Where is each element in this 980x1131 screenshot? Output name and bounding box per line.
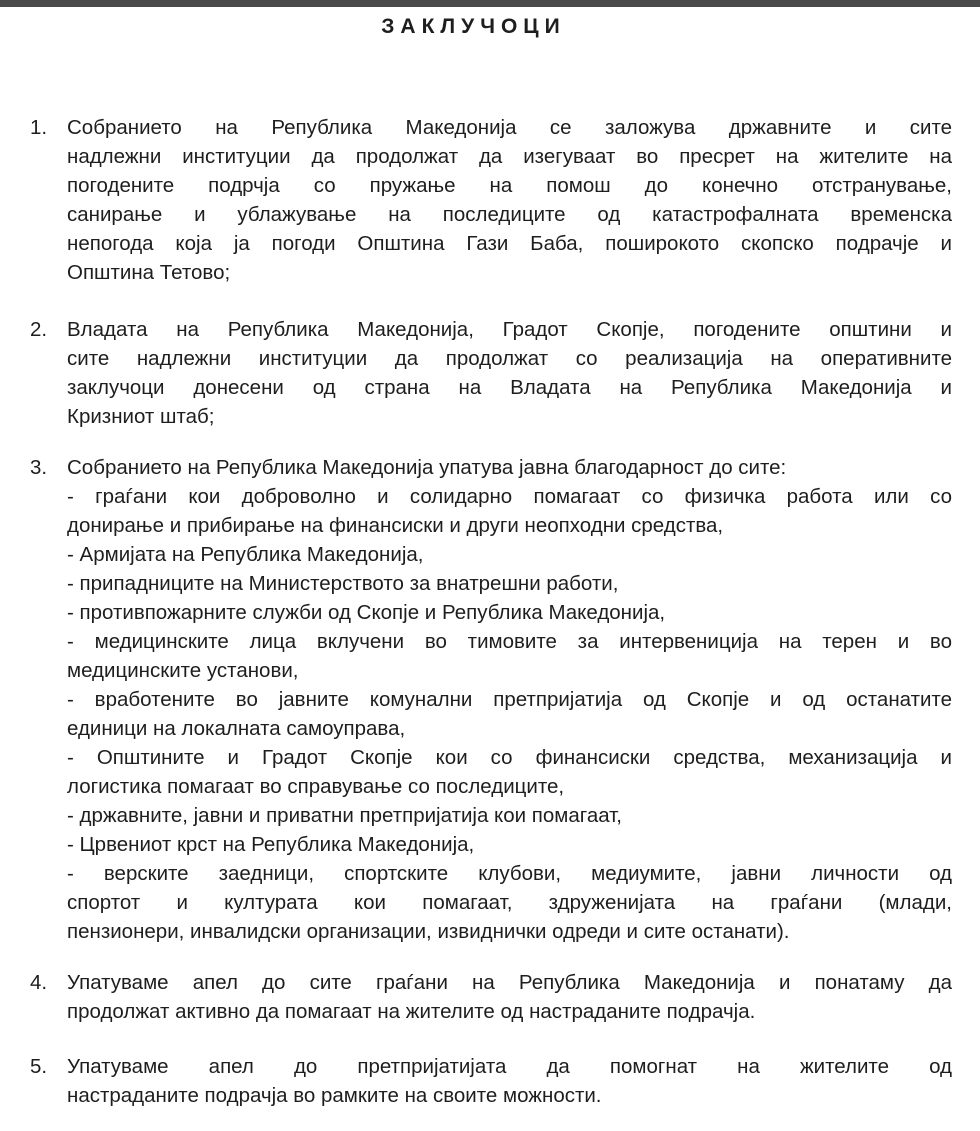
text-line: - државните, јавни и приватни претпријатија кои помагаат, [67, 804, 622, 827]
item-number: 4. [30, 971, 48, 994]
text-line: настраданите подрачја во рамките на своите можности. [67, 1084, 602, 1107]
text-line: надлежни институции да продолжат да изегуваат во пресрет на жителите на [67, 145, 952, 168]
item-text [67, 315, 952, 431]
text-line: - Армијата на Република Македонија, [67, 543, 424, 566]
text-line: - граѓани кои доброволно и солидарно помагаат со физичка работа или со [67, 485, 952, 508]
item-number: 3. [30, 456, 48, 479]
text-line: Упатуваме апел до сите граѓани на Република Македонија и понатаму да [67, 971, 952, 994]
text-line: спортот и културата кои помагаат, здруженијата на граѓани (млади, [67, 891, 952, 914]
item-number: 1. [30, 116, 48, 139]
text-line: - вработените во јавните комунални претпријатија од Скопје и од останатите [67, 688, 952, 711]
text-line: непогода која ја погоди Општина Гази Баба, поширокото скопско подрачје и [67, 232, 952, 255]
text-line: пензионери, инвалидски организации, извиднички одреди и сите останати). [67, 920, 790, 943]
text-line: Кризниот штаб; [67, 405, 215, 428]
conclusion-item-1 [30, 113, 952, 287]
item-number: 5. [30, 1055, 48, 1078]
text-line: Упатуваме апел до претпријатијата да помогнат на жителите од [67, 1055, 952, 1078]
text-line: единици на локалната самоуправа, [67, 717, 406, 740]
text-line: - Црвениот крст на Република Македонија, [67, 833, 475, 856]
item-text [67, 1052, 952, 1110]
text-line: - верските заедници, спортските клубови, медиумите, јавни личности од [67, 862, 952, 885]
text-line: санирање и ублажување на последиците од катастрофалната временска [67, 203, 952, 226]
item-number: 2. [30, 318, 48, 341]
text-line: Собранието на Република Македонија се заложува државните и сите [67, 116, 952, 139]
item-text [67, 453, 952, 946]
text-line: донирање и прибирање на финансиски и други неопходни средства, [67, 514, 724, 537]
text-line: - припадниците на Министерството за внатрешни работи, [67, 572, 619, 595]
text-line: заклучоци донесени од страна на Владата на Република Македонија и [67, 376, 952, 399]
text-line: - противпожарните служби од Скопје и Република Македонија, [67, 601, 666, 624]
text-line: логистика помагаат во справување со последиците, [67, 775, 565, 798]
text-line: - медицинските лица вклучени во тимовите за интервеницијa на терен и во [67, 630, 952, 653]
text-line: продолжат активно да помагаат на жителите од настраданите подрачја. [67, 1000, 756, 1023]
item-text [67, 113, 952, 287]
text-line: - Општините и Градот Скопје кои со финансиски средства, механизација и [67, 746, 952, 769]
text-line: Собранието на Република Македонија упатува јавна благодарност до сите: [67, 456, 787, 479]
text-line: Општина Тетово; [67, 261, 231, 284]
text-line: Владата на Република Македонија, Градот Скопје, погодените општини и [67, 318, 952, 341]
conclusion-item-3 [30, 453, 952, 946]
item-text [67, 968, 952, 1026]
document-title: ЗАКЛУЧОЦИ [381, 15, 566, 38]
text-line: погодените подрчја со пружање на помош до конечно отстранување, [67, 174, 952, 197]
conclusion-item-2 [30, 315, 952, 431]
text-line: сите надлежни институции да продолжат со реализација на оперативните [67, 347, 952, 370]
conclusion-item-5 [30, 1052, 952, 1110]
text-line: медицинските установи, [67, 659, 299, 682]
conclusion-item-4 [30, 968, 952, 1026]
